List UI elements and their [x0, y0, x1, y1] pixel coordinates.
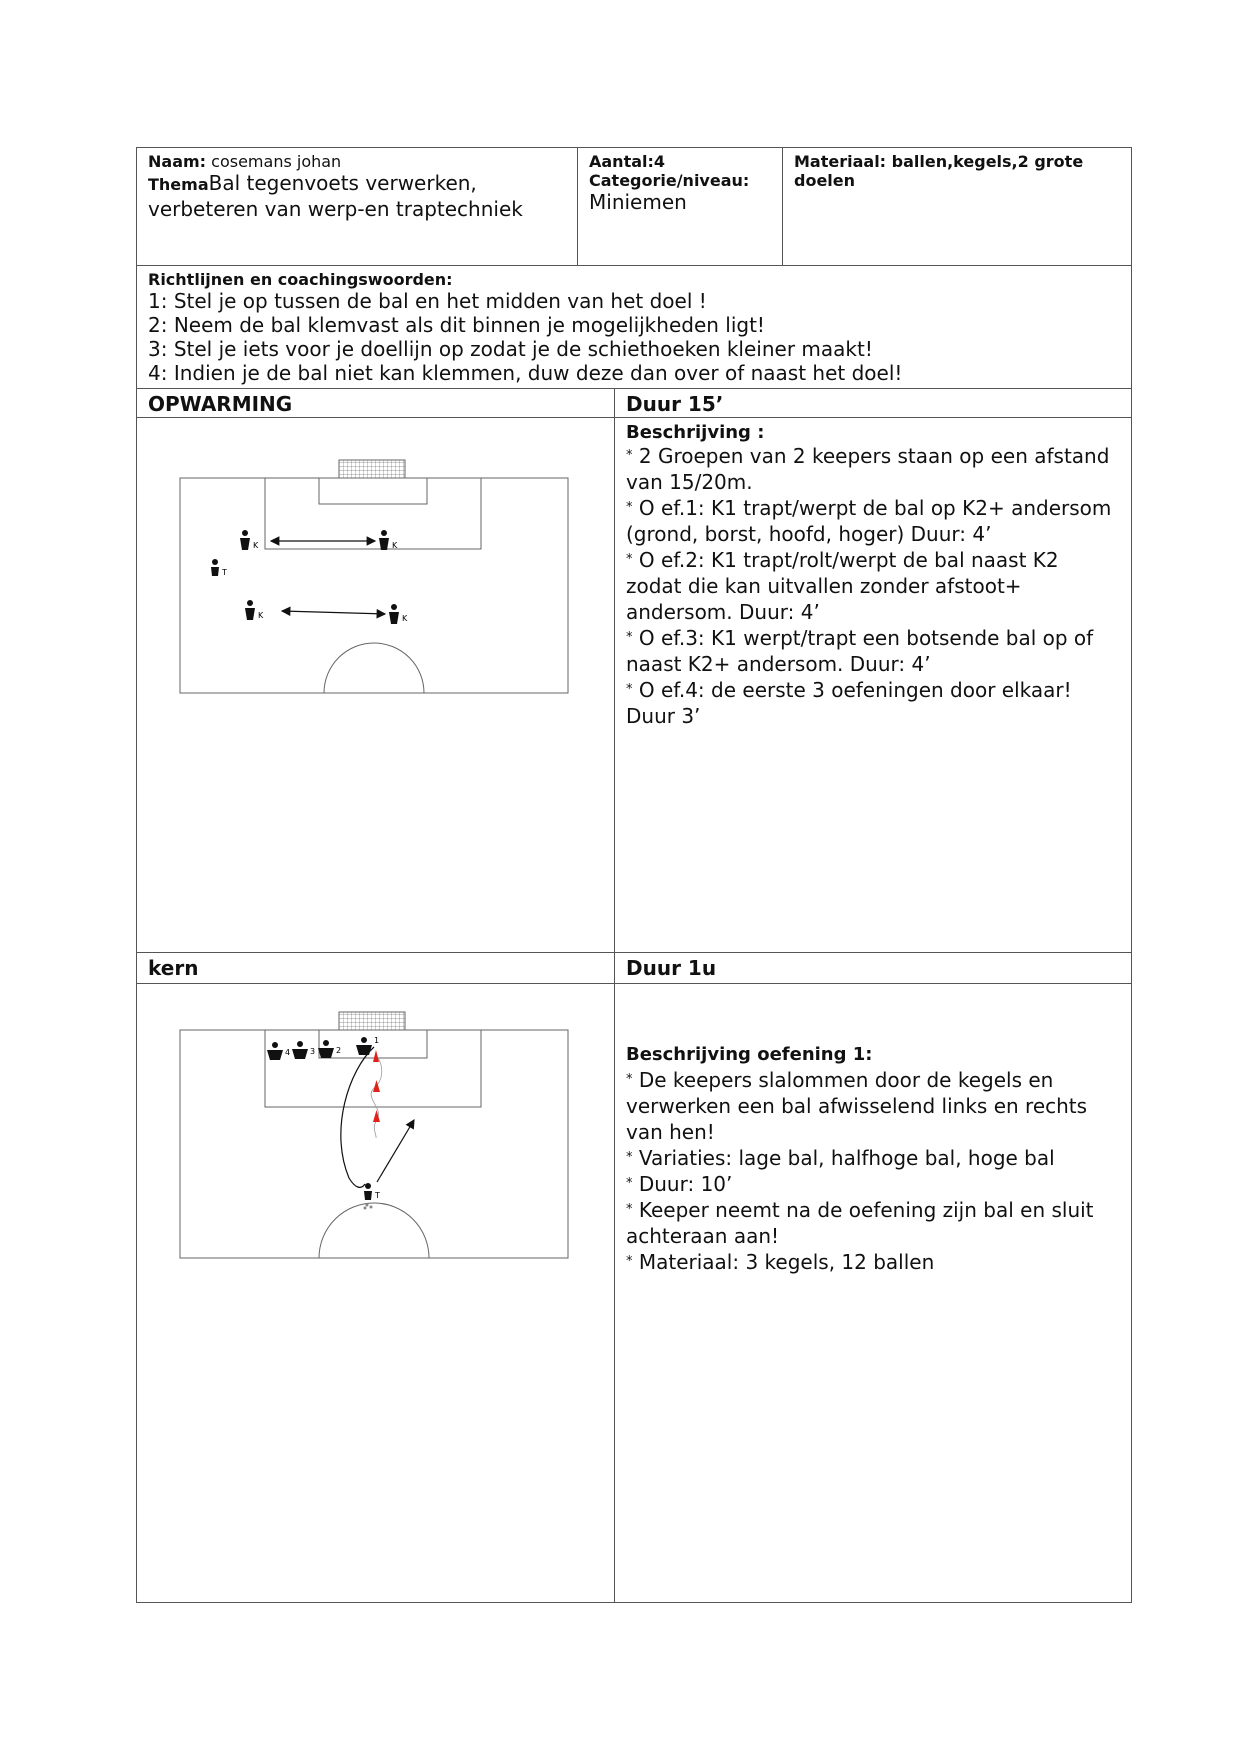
header-row: [137, 148, 1131, 266]
goal-net: [339, 1012, 405, 1030]
keeper-label: 2: [336, 1046, 342, 1055]
thema-value: Bal tegenvoets verwerken, verbeteren van werp-en traptechniek: [148, 171, 523, 221]
trainer-label: T: [375, 1191, 380, 1200]
desc-text: Keeper neemt na de oefening zijn bal en sluit achteraan aan!: [626, 1198, 1094, 1248]
goal-area: [319, 478, 427, 504]
core-duration: Duur 1u: [614, 953, 1131, 983]
core-pitch-diagram: [179, 1010, 579, 1290]
desc-text: De keepers slalommen door de kegels en verwerken een bal afwisselend links en rechts van hen!: [626, 1068, 1088, 1144]
slalom-path: [371, 1055, 382, 1138]
guideline-3: 3: Stel je iets voor je doellijn op zodat je de schiethoeken kleiner maakt!: [148, 337, 873, 361]
warmup-diagram-cell: [137, 418, 614, 952]
bullet-star: *: [626, 682, 633, 697]
core-content-row: [137, 984, 1131, 1602]
keeper-label: K: [258, 611, 264, 620]
core-desc-line: [626, 1145, 1120, 1171]
keeper-label: K: [253, 541, 259, 550]
bullet-star: *: [626, 500, 633, 515]
keeper-label: 3: [310, 1047, 316, 1056]
thema-label: Thema: [148, 175, 209, 194]
keeper-figure: [240, 530, 250, 550]
warmup-desc-title: Beschrijving :: [626, 422, 765, 443]
keeper-label: K: [402, 614, 408, 623]
core-desc-title: Beschrijving oefening 1:: [626, 1044, 873, 1065]
core-diagram-cell: [137, 984, 614, 1602]
pass-arrow-bottom: [282, 611, 385, 614]
trainer-figure: [364, 1183, 372, 1200]
bullet-star: *: [626, 552, 633, 567]
bullet-star: *: [626, 1254, 633, 1269]
guideline-4: 4: Indien je de bal niet kan klemmen, duw deze dan over of naast het doel!: [148, 361, 903, 385]
core-desc-line: [626, 1067, 1120, 1145]
keeper-label: K: [392, 541, 398, 550]
warmup-desc-line: [626, 625, 1120, 677]
pitch-outline: [180, 478, 568, 693]
categorie-value: Miniemen: [589, 190, 687, 214]
materiaal-cell: [782, 148, 1131, 265]
trainer-figure: [211, 559, 219, 576]
categorie-label: Categorie/niveau:: [589, 171, 750, 190]
bullet-star: *: [626, 1202, 633, 1217]
bullet-star: *: [626, 1150, 633, 1165]
bullet-star: *: [626, 1176, 633, 1191]
keeper-figure: [389, 604, 399, 624]
warmup-desc-line: [626, 677, 1120, 729]
guideline-1: 1: Stel je op tussen de bal en het midden van het doel !: [148, 289, 707, 313]
slalom-path: [341, 1047, 374, 1187]
desc-text: O ef.3: K1 werpt/trapt een botsende bal op of naast K2+ andersom. Duur: 4’: [626, 626, 1094, 676]
keeper-figure: [245, 600, 255, 620]
guideline-2: 2: Neem de bal klemvast als dit binnen je mogelijkheden ligt!: [148, 313, 765, 337]
desc-text: O ef.2: K1 trapt/rolt/werpt de bal naast K2 zodat die kan uitvallen zonder afstoot+ andersom. Duur: 4’: [626, 548, 1059, 624]
ball-arrow: [377, 1120, 414, 1182]
guidelines-title: Richtlijnen en coachingswoorden:: [148, 270, 453, 289]
desc-text: Materiaal: 3 kegels, 12 ballen: [638, 1250, 935, 1274]
cone-icon: [373, 1050, 379, 1062]
training-sheet: [136, 147, 1132, 1603]
warmup-header-row: [137, 389, 1131, 418]
trainer-label: T: [222, 568, 227, 577]
core-desc-line: [626, 1249, 1120, 1275]
warmup-desc-line: [626, 521, 1120, 547]
desc-text: (grond, borst, hoofd, hoger) Duur: 4’: [626, 522, 992, 546]
desc-text: 2 Groepen van 2 keepers staan op een afstand van 15/20m.: [626, 444, 1110, 494]
core-desc-line: [626, 1171, 1120, 1197]
keeper-label: 4: [285, 1048, 291, 1057]
core-desc-line: [626, 1197, 1120, 1249]
core-header-row: [137, 953, 1131, 984]
core-title: kern: [148, 956, 199, 980]
desc-text: O ef.4: de eerste 3 oefeningen door elkaar! Duur 3’: [626, 678, 1072, 728]
warmup-desc-line: [626, 443, 1120, 495]
desc-text: Variaties: lage bal, halfhoge bal, hoge bal: [638, 1146, 1055, 1170]
cone-icon: [373, 1110, 380, 1122]
keeper-figure: [356, 1037, 372, 1055]
keeper-figure: [379, 530, 389, 550]
guidelines-cell: [137, 266, 1131, 388]
warmup-content-row: [137, 418, 1131, 953]
bullet-star: *: [626, 448, 633, 463]
center-circle: [319, 1203, 429, 1258]
warmup-duration: Duur 15’: [614, 389, 1131, 417]
center-circle: [324, 643, 424, 693]
bullet-star: *: [626, 630, 633, 645]
desc-text: Duur: 10’: [638, 1172, 733, 1196]
aantal-cell: [577, 148, 782, 265]
keeper-figure: [318, 1040, 334, 1058]
warmup-description-cell: [614, 418, 1131, 952]
warmup-desc-line: [626, 495, 1120, 521]
aantal-label: Aantal:4: [589, 152, 666, 171]
naam-label: Naam:: [148, 152, 207, 171]
core-description-cell: [614, 984, 1131, 1602]
pitch-outline: [180, 1030, 568, 1258]
keeper-figure: [267, 1042, 283, 1060]
keeper-figure: [292, 1041, 308, 1059]
desc-text: O ef.1: K1 trapt/werpt de bal op K2+ andersom: [638, 496, 1112, 520]
warmup-pitch-diagram: [179, 458, 579, 698]
materiaal-label: Materiaal: ballen,kegels,2 grote doelen: [794, 152, 1084, 190]
penalty-area: [265, 1030, 481, 1107]
warmup-title: OPWARMING: [148, 392, 293, 416]
keeper-label: 1: [374, 1036, 380, 1045]
name-theme-cell: [137, 148, 577, 265]
guidelines-row: [137, 266, 1131, 389]
naam-value: cosemans johan: [211, 152, 342, 171]
penalty-area: [265, 478, 481, 549]
warmup-desc-line: [626, 547, 1120, 625]
balls-icon: [364, 1204, 373, 1210]
bullet-star: *: [626, 1072, 633, 1087]
goal-net: [339, 460, 405, 478]
